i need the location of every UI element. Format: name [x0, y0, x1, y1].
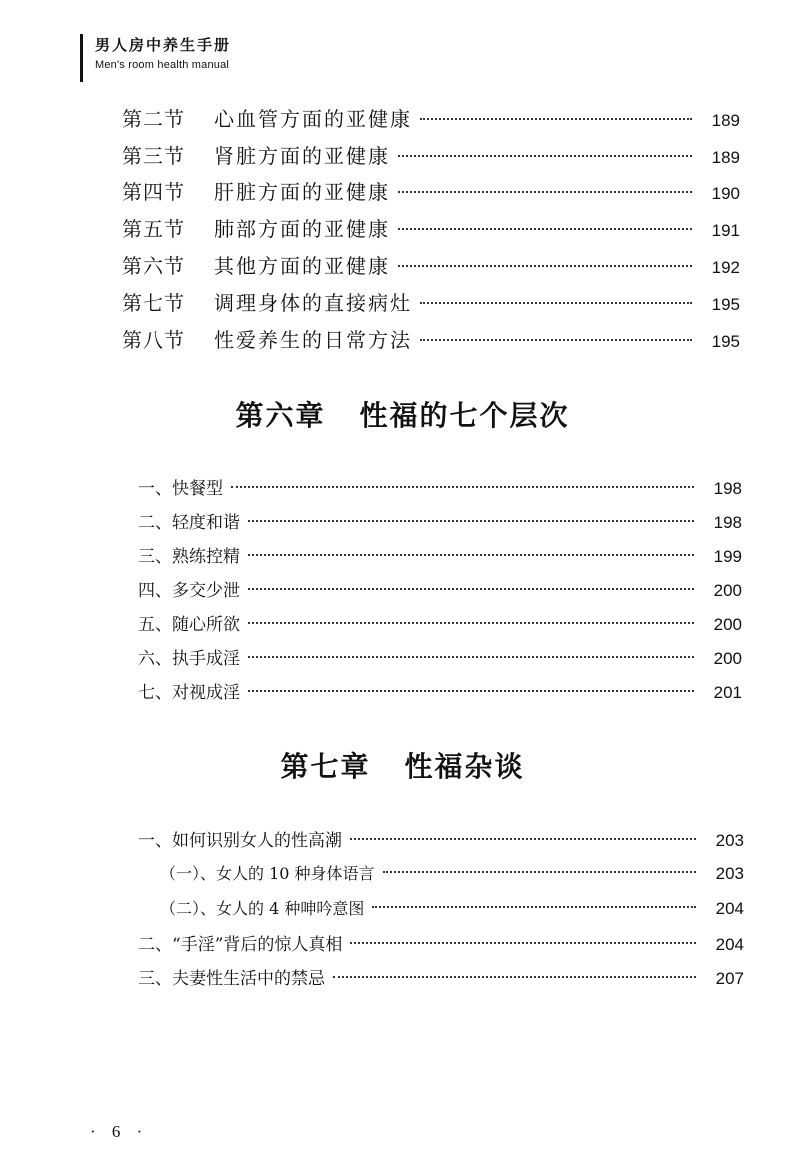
item-title: 五、随心所欲 — [138, 615, 240, 635]
toc-section-row[interactable] — [122, 250, 740, 280]
dot-leader — [398, 155, 692, 157]
page-number: 195 — [711, 295, 740, 314]
header-title-en: Men's room health manual — [95, 59, 230, 71]
dot-leader — [350, 838, 696, 840]
page-number: 203 — [715, 864, 744, 883]
chapter-title: 性福杂谈 — [404, 750, 525, 783]
page-number: 200 — [713, 615, 742, 634]
toc-subitem-row[interactable] — [160, 896, 744, 922]
page-number: 192 — [711, 258, 740, 277]
page-number: 191 — [711, 221, 740, 240]
page-number: 204 — [715, 935, 744, 954]
dot-leader — [398, 265, 692, 267]
page-number: 198 — [713, 479, 742, 498]
toc-item-row[interactable] — [138, 576, 742, 602]
chapter-heading[interactable] — [0, 394, 805, 434]
item-title: 三、夫妻性生活中的禁忌 — [138, 969, 325, 989]
section-number: 第八节 — [122, 328, 185, 352]
chapter-label: 第七章 — [280, 750, 371, 783]
dot-leader — [248, 690, 694, 692]
chapter-title: 性福的七个层次 — [359, 399, 570, 432]
toc-section-row[interactable] — [122, 103, 740, 133]
section-title: 心血管方面的亚健康 — [214, 107, 412, 131]
page-number: 204 — [715, 899, 744, 918]
page-number: 199 — [713, 547, 742, 566]
toc-item-row[interactable] — [138, 826, 744, 852]
toc-item-row[interactable] — [138, 930, 744, 956]
page-number: 195 — [711, 332, 740, 351]
section-number: 第六节 — [122, 254, 185, 278]
dot-leader — [333, 976, 696, 978]
item-title: （一）、女人的 10 种身体语言 — [160, 864, 375, 883]
toc-section-row[interactable] — [122, 176, 740, 206]
item-title: 一、如何识别女人的性高潮 — [138, 831, 342, 851]
dot-leader — [420, 302, 692, 304]
section-title: 肝脏方面的亚健康 — [214, 180, 390, 204]
footer-page-number: · 6 · — [90, 1122, 149, 1141]
toc-item-row[interactable] — [138, 678, 742, 704]
dot-leader — [398, 228, 692, 230]
running-header — [80, 34, 231, 82]
page-number: 189 — [711, 111, 740, 130]
toc-item-row[interactable] — [138, 474, 742, 500]
toc-item-row[interactable] — [138, 542, 742, 568]
chapter-label: 第六章 — [235, 399, 326, 432]
dot-leader — [248, 656, 694, 658]
dot-leader — [248, 554, 694, 556]
item-title: （二）、女人的 4 种呻吟意图 — [160, 899, 365, 918]
toc-section-row[interactable] — [122, 287, 740, 317]
item-title: 一、快餐型 — [138, 479, 223, 499]
dot-leader — [420, 339, 692, 341]
dot-leader — [398, 191, 692, 193]
dot-leader — [420, 118, 692, 120]
header-title-zh: 男人房中养生手册 — [95, 36, 232, 54]
toc-subitem-row[interactable] — [160, 861, 744, 887]
dot-leader — [248, 520, 694, 522]
page-number: 189 — [711, 148, 740, 167]
section-number: 第四节 — [122, 180, 185, 204]
toc-section-row[interactable] — [122, 213, 740, 243]
page-number: 203 — [715, 831, 744, 850]
chapter-heading[interactable] — [0, 745, 805, 785]
page-number: 200 — [713, 649, 742, 668]
page-number: 207 — [715, 969, 744, 988]
toc-section-row[interactable] — [122, 324, 740, 354]
toc-item-row[interactable] — [138, 508, 742, 534]
dot-leader — [383, 871, 696, 873]
item-title: 三、熟练控精 — [138, 547, 240, 567]
dot-leader — [231, 486, 694, 488]
dot-leader — [372, 906, 696, 908]
item-title: 七、对视成淫 — [138, 683, 240, 703]
page-number: 201 — [713, 683, 742, 702]
page-number: 200 — [713, 581, 742, 600]
section-number: 第七节 — [122, 291, 185, 315]
section-title: 肾脏方面的亚健康 — [214, 144, 390, 168]
toc-item-row[interactable] — [138, 644, 742, 670]
item-title: 六、执手成淫 — [138, 649, 240, 669]
section-title: 性爱养生的日常方法 — [214, 328, 412, 352]
item-title: 二、“手淫”背后的惊人真相 — [138, 935, 343, 955]
section-title: 调理身体的直接病灶 — [214, 291, 412, 315]
section-title: 肺部方面的亚健康 — [214, 217, 390, 241]
dot-leader — [350, 942, 696, 944]
dot-leader — [248, 588, 694, 590]
section-number: 第二节 — [122, 107, 185, 131]
section-title: 其他方面的亚健康 — [214, 254, 390, 278]
page-number: 198 — [713, 513, 742, 532]
item-title: 二、轻度和谐 — [138, 513, 240, 533]
toc-section-row[interactable] — [122, 140, 740, 170]
section-number: 第三节 — [122, 144, 185, 168]
item-title: 四、多交少泄 — [138, 581, 240, 601]
toc-item-row[interactable] — [138, 964, 744, 990]
section-number: 第五节 — [122, 217, 185, 241]
toc-item-row[interactable] — [138, 610, 742, 636]
dot-leader — [248, 622, 694, 624]
page-number: 190 — [711, 184, 740, 203]
